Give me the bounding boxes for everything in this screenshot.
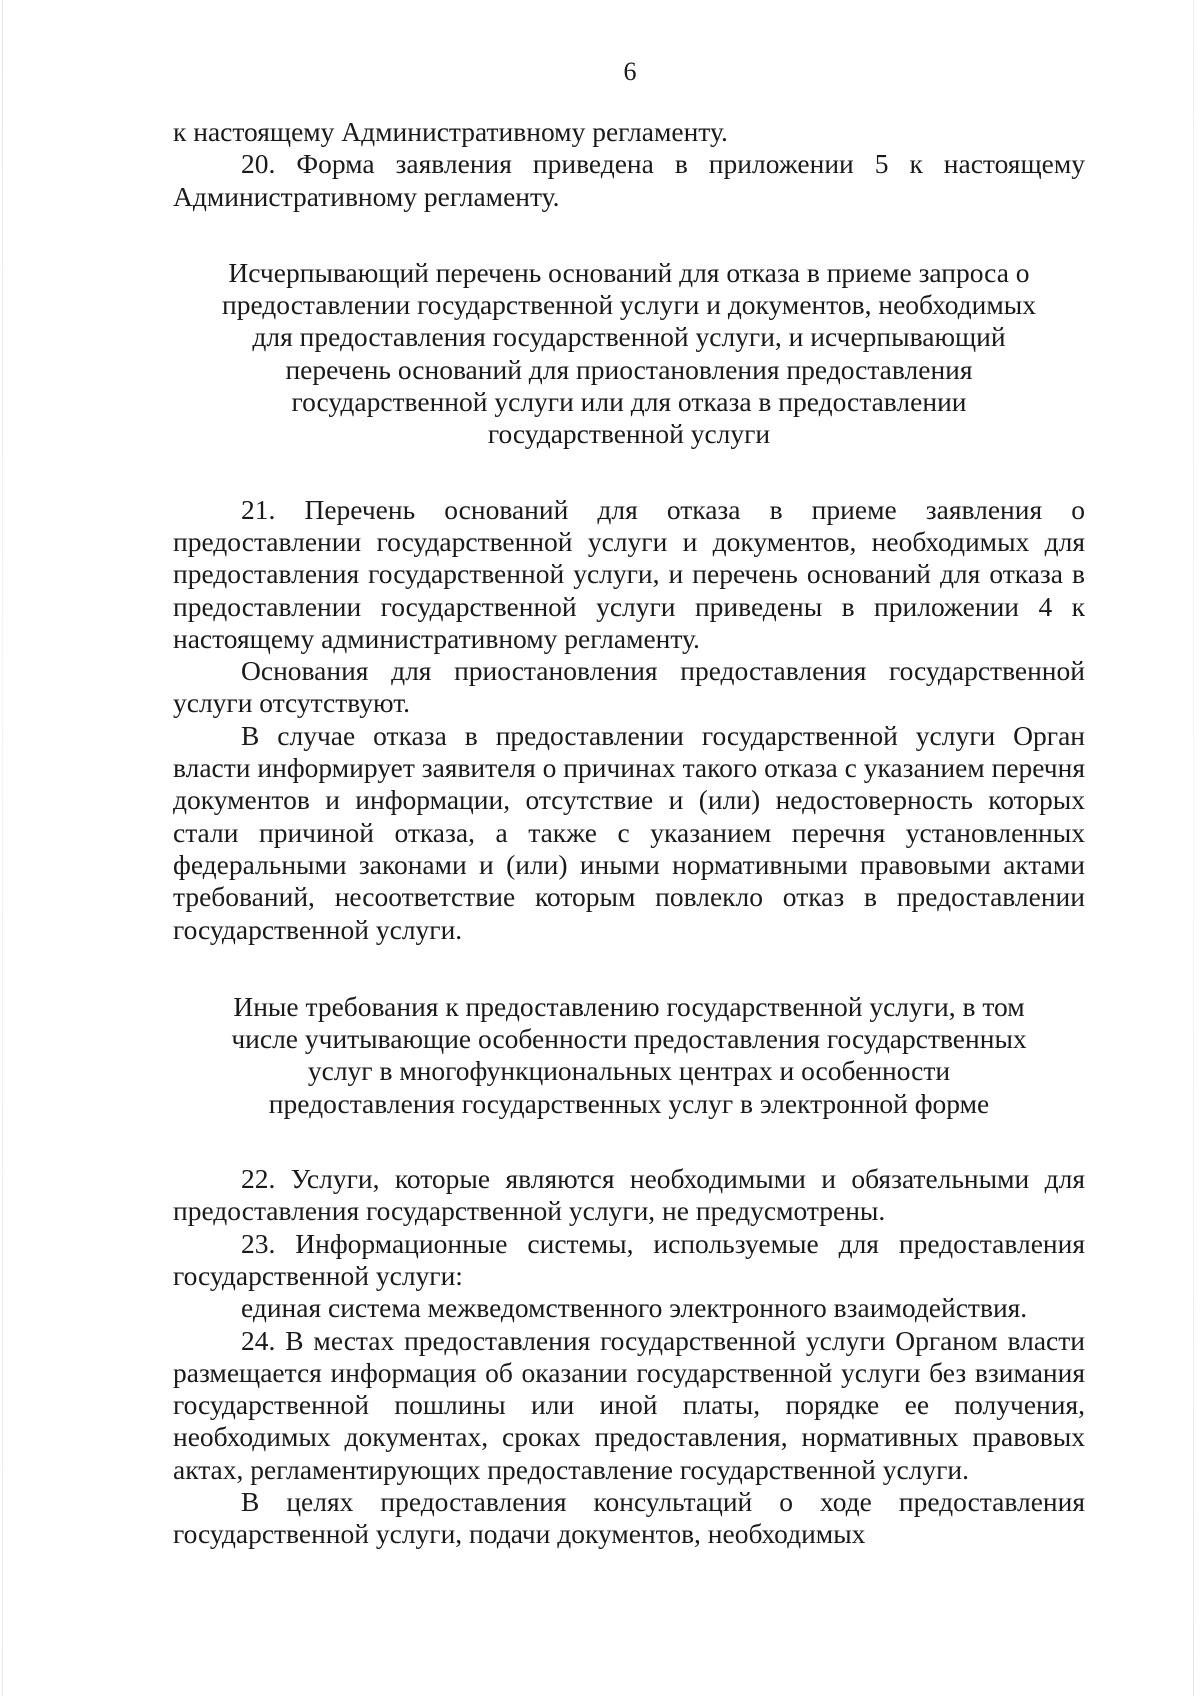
- section-heading-other-requirements: Иные требования к предоставлению государственной услуги, в том числе учитывающие особенности предоставления государственных услуг в многофункциональных центрах и особенности предоставления государственных услуг в электронной форме: [231, 990, 1027, 1119]
- paragraph-20: 20. Форма заявления приведена в приложении 5 к настоящему Административному регламенту.: [173, 148, 1085, 212]
- paragraph-21: 21. Перечень оснований для отказа в приеме заявления о предоставлении государственной услуги и документов, необходимых для предоставления государственной услуги, и перечень оснований для отказа в предоставлении государственной услуги приведены в приложении 4 к настоящему административному регламенту.: [173, 493, 1085, 654]
- document-body: [173, 116, 1085, 1551]
- paragraph-consultations: В целях предоставления консультаций о ходе предоставления государственной услуги, подачи документов, необходимых: [173, 1485, 1085, 1550]
- paragraph-continuation: к настоящему Административному регламенту.: [173, 116, 728, 147]
- page-number: 6: [623, 57, 637, 86]
- paragraph-suspension-grounds: Основания для приостановления предоставления государственной услуги отсутствуют.: [173, 655, 1085, 719]
- paragraph-24: 24. В местах предоставления государственной услуги Органом власти размещается информация об оказании государственной услуги без взимания государственной пошлины или иной платы, порядке ее получения, необходимых документах, сроках предоставления, нормативных правовых актах, регламентирующих предоставление государственной услуги.: [173, 1324, 1085, 1485]
- paragraph-23: 23. Информационные системы, используемые для предоставления государственной услуги:: [173, 1227, 1085, 1291]
- scan-edge-left: [2, 0, 3, 1696]
- paragraph-refusal-notice: В случае отказа в предоставлении государственной услуги Орган власти информирует заявителя о причинах такого отказа с указанием перечня документов и информации, отсутствие и (или) недостоверность которых стали причиной отказа, а также с указанием перечня установленных федеральными законами и (или) иными нормативными правовыми актами требований, несоответствие которым повлекло отказ в предоставлении государственной услуги.: [173, 719, 1085, 945]
- section-heading-refusal-grounds: Исчерпывающий перечень оснований для отказа в приеме запроса о предоставлении государственной услуги и документов, необходимых для предоставления государственной услуги, и исчерпывающий перечень оснований для приостановления предоставления государственной услуги или для отказа в предоставлении государственной услуги: [221, 256, 1037, 450]
- paragraph-22: 22. Услуги, которые являются необходимыми и обязательными для предоставления государственной услуги, не предусмотрены.: [173, 1163, 1085, 1227]
- paragraph-23-system: единая система межведомственного электронного взаимодействия.: [241, 1292, 1028, 1324]
- scan-edge-right: [1193, 0, 1194, 1696]
